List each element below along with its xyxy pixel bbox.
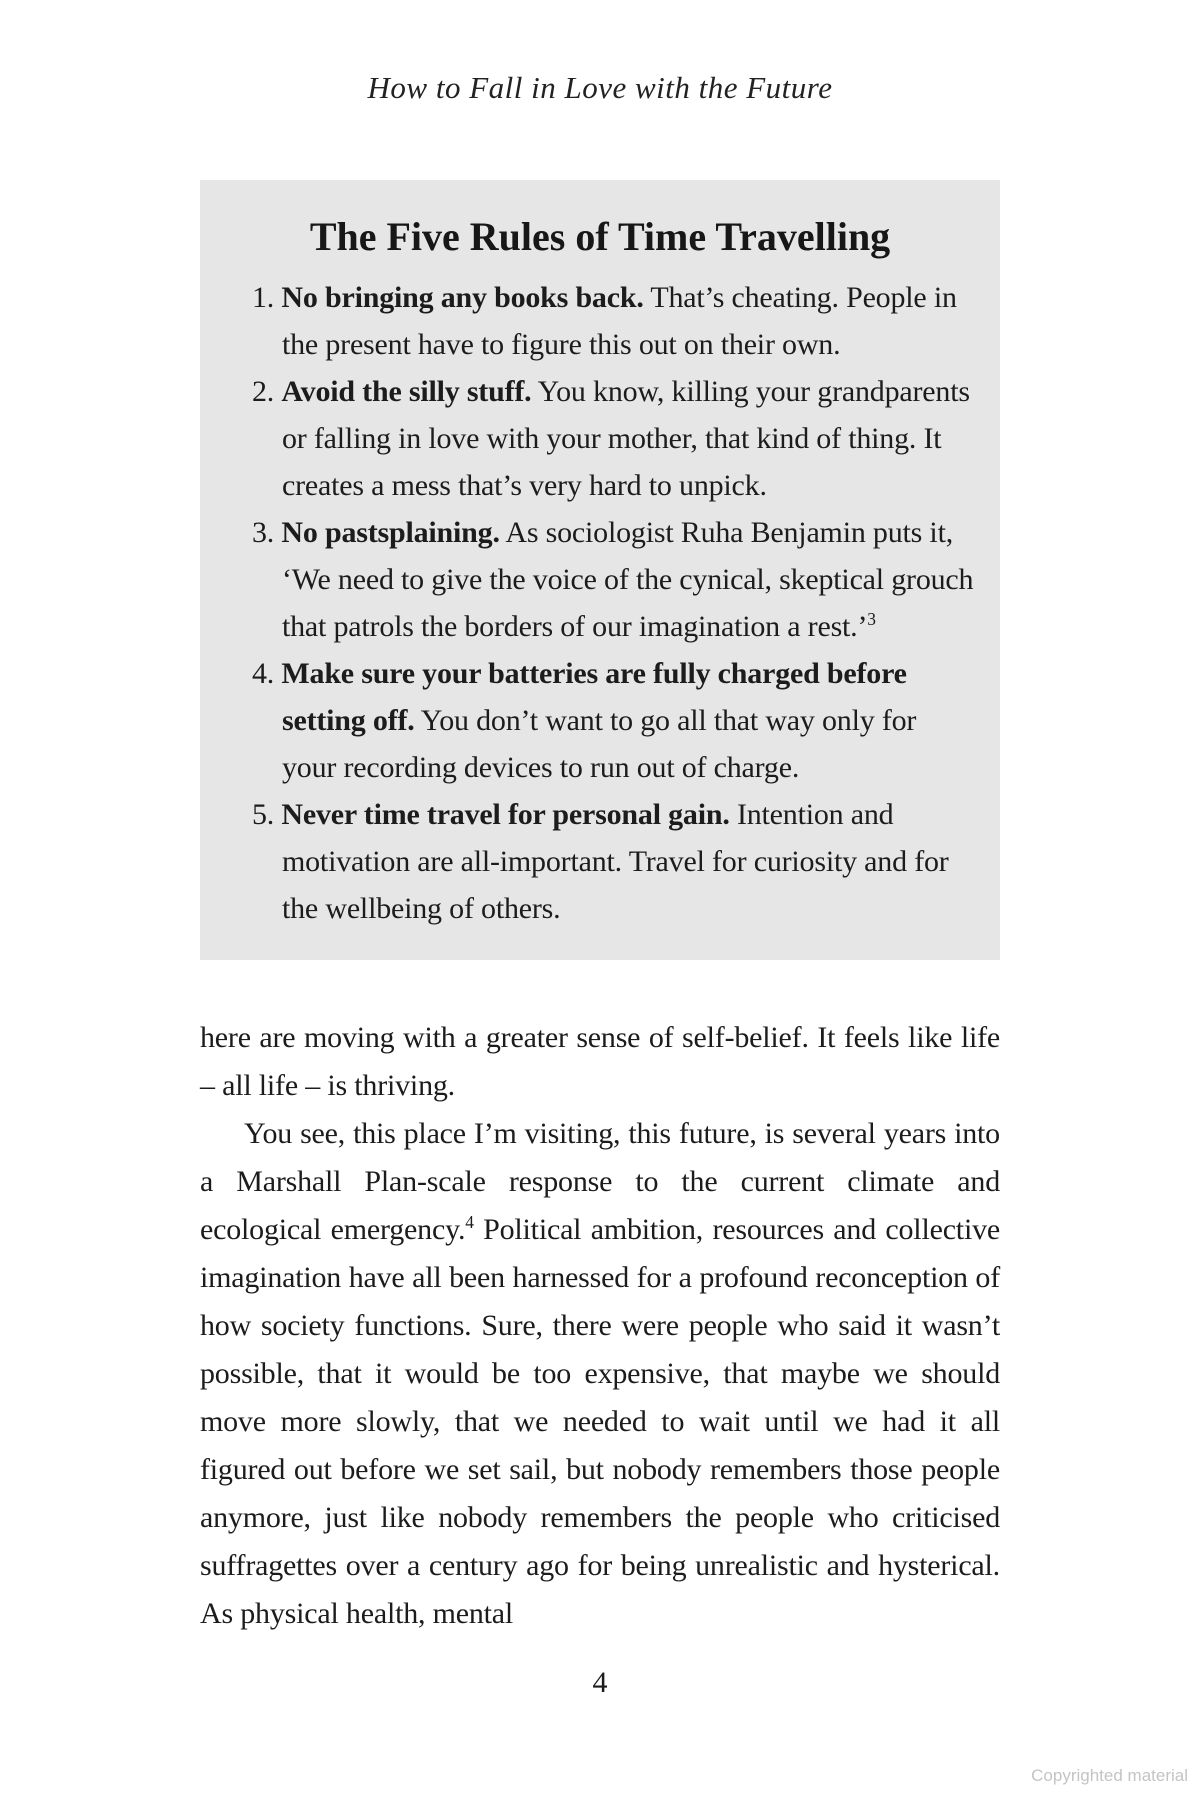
rule-number: 4.	[252, 657, 282, 690]
page-number: 4	[592, 1666, 608, 1699]
paragraph-text: here are moving with a greater sense of self-belief. It feels like life – all life – is thriving.	[200, 1021, 1000, 1102]
page-column	[200, 0, 1000, 1700]
footnote-ref: 3	[867, 609, 876, 629]
rule-lead: No pastsplaining.	[281, 516, 500, 549]
rule-text: Intention and motivation are all-important. Travel for curiosity and for the wellbeing of others.	[282, 798, 949, 925]
rule-number: 3.	[252, 516, 282, 549]
running-header: How to Fall in Love with the Future	[367, 70, 833, 105]
rule-lead: Avoid the silly stuff.	[281, 375, 532, 408]
copyright-watermark: Copyrighted material	[1031, 1766, 1188, 1785]
rule-number: 5.	[252, 798, 282, 831]
rule-lead: No bringing any books back.	[281, 281, 644, 314]
rule-item	[226, 274, 974, 368]
rule-text: As sociologist Ruha Benjamin puts it, ‘We need to give the voice of the cynical, skeptical grouch that patrols the borders of our imagination a rest.’	[282, 516, 974, 643]
paragraph-text: You see, this place I’m visiting, this future, is several years into a Marshall Plan-scale response to the current climate and ecological emergency.	[200, 1117, 1000, 1246]
rule-text: You don’t want to go all that way only for your recording devices to run out of charge.	[282, 704, 917, 784]
rules-list	[226, 274, 974, 932]
rules-box-title: The Five Rules of Time Travelling	[309, 214, 891, 259]
rule-item	[226, 509, 974, 650]
footnote-ref: 4	[465, 1212, 474, 1232]
rule-item	[226, 791, 974, 932]
rule-item	[226, 650, 974, 791]
rule-number: 2.	[252, 375, 282, 408]
body-text	[200, 1014, 1000, 1638]
rule-lead: Make sure your batteries are fully charged before setting off.	[281, 657, 907, 737]
rule-item	[226, 368, 974, 509]
rule-text: That’s cheating. People in the present have to figure this out on their own.	[282, 281, 957, 361]
rule-text: You know, killing your grandparents or falling in love with your mother, that kind of thing. It creates a mess that’s very hard to unpick.	[282, 375, 970, 502]
rules-box	[200, 180, 1000, 960]
body-paragraph	[200, 1110, 1000, 1638]
rule-number: 1.	[252, 281, 282, 314]
body-paragraph	[200, 1014, 1000, 1110]
rule-lead: Never time travel for personal gain.	[281, 798, 730, 831]
paragraph-text: Political ambition, resources and collective imagination have all been harnessed for a profound reconception of how society functions. Sure, there were people who said it wasn’t possible, that it would be too expensive, that maybe we should move more slowly, that we needed to wait until we had it all figured out before we set sail, but nobody remembers those people anymore, just like nobody remembers the people who criticised suffragettes over a century ago for being unrealistic and hysterical. As physical health, mental	[200, 1213, 1000, 1630]
